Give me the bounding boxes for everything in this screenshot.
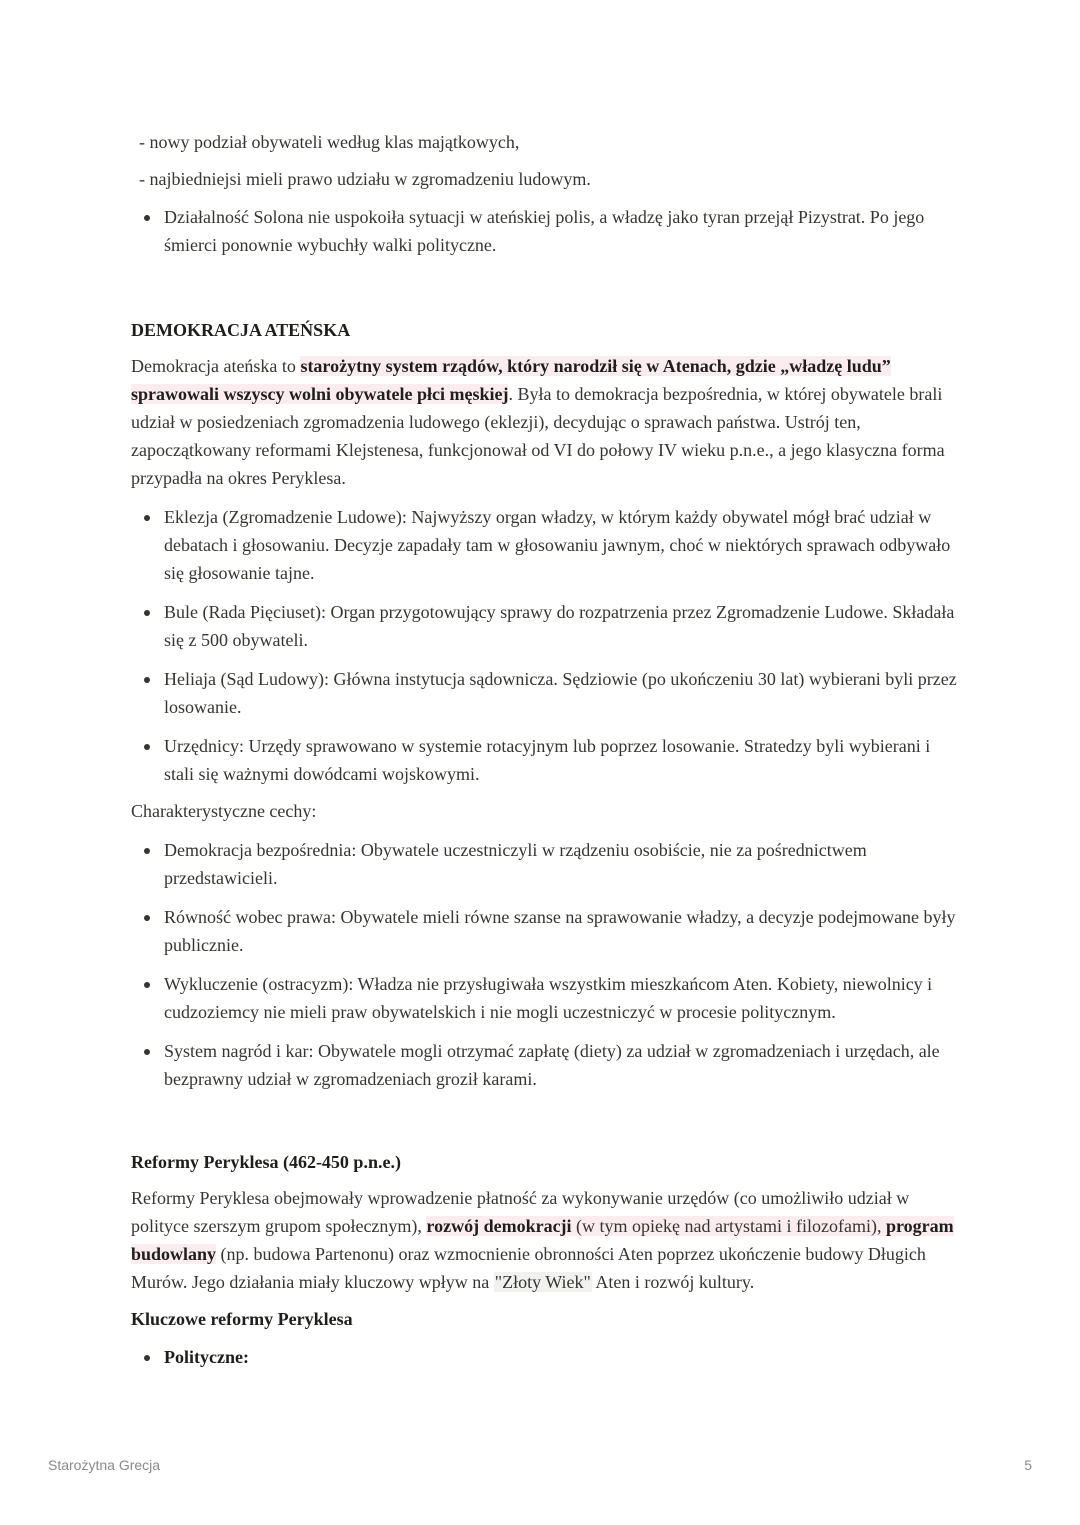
dash-line: - nowy podział obywateli według klas majątkowych, <box>139 132 520 152</box>
list-item: Bule (Rada Pięciuset): Organ przygotowujący sprawy do rozpatrzenia przez Zgromadzenie Ludowe. Składała się z 500 obywateli. <box>131 598 961 654</box>
text-run: (w tym opiekę nad artystami i filozofami), <box>571 1216 886 1236</box>
features-list <box>131 836 961 1093</box>
list-item: Równość wobec prawa: Obywatele mieli równe szanse na sprawowanie władzy, a decyzje podejmowane były publicznie. <box>131 903 961 959</box>
text-run: Reformy Peryklesa obejmowały wprowadzenie płatność za wykonywanie urzędów (co umożliwiło udział w polityce szerszym grupom społecznym), <box>131 1188 910 1236</box>
text-run: Demokracja ateńska to <box>131 356 301 376</box>
features-label: Charakterystyczne cechy: <box>131 801 317 821</box>
footer-page-number: 5 <box>1024 1457 1032 1473</box>
list-item: Wykluczenie (ostracyzm): Władza nie przysługiwała wszystkim mieszkańcom Aten. Kobiety, niewolnicy i cudzoziemcy nie mieli praw obywatelskich i nie mogli uczestniczyć w procesie politycznym. <box>131 970 961 1026</box>
list-item: Eklezja (Zgromadzenie Ludowe): Najwyższy organ władzy, w którym każdy obywatel mógł brać udział w debatach i głosowaniu. Decyzje zapadały tam w głosowaniu jawnym, choć w niektórych sprawach odbywało się głosowanie tajne. <box>131 503 961 587</box>
dash-line: - najbiedniejsi mieli prawo udziału w zgromadzeniu ludowym. <box>139 169 591 189</box>
section-heading-pericles: Reformy Peryklesa (462-450 p.n.e.) <box>131 1152 401 1172</box>
highlighted-definition: starożytny system rządów, który narodził się w Atenach, gdzie „władzę ludu” sprawowali wszyscy wolni obywatele płci męskiej <box>131 356 891 404</box>
bold-text: rozwój demokracji <box>426 1216 572 1236</box>
solon-bullet-list <box>131 203 961 259</box>
text-run: . Była to demokracja bezpośrednia, w której obywatele brali udział w posiedzeniach zgromadzenia ludowego (eklezji), decydując o sprawach państwa. Ustrój ten, zapoczątkowany reformami Klejstenesa, funkcjonował od VI do połowy IV wieku p.n.e., a jego klasyczna forma przypadła na okres Peryklesa. <box>131 384 945 488</box>
golden-age-highlight: "Złoty Wiek" <box>494 1272 591 1292</box>
section-heading-democracy: DEMOKRACJA ATEŃSKA <box>131 320 351 340</box>
text-run: Aten i rozwój kultury. <box>591 1272 755 1292</box>
list-item: Działalność Solona nie uspokoiła sytuacji w ateńskiej polis, a władzę jako tyran przejął Pizystrat. Po jego śmierci ponownie wybuchły walki polityczne. <box>131 203 961 259</box>
subheading-key-reforms: Kluczowe reformy Peryklesa <box>131 1309 353 1329</box>
bold-text: program budowlany <box>131 1216 954 1264</box>
institutions-list <box>131 503 961 788</box>
list-item: Urzędnicy: Urzędy sprawowano w systemie rotacyjnym lub poprzez losowanie. Stratedzy byli wybierani i stali się ważnymi dowódcami wojskowymi. <box>131 732 961 788</box>
footer-document-title: Starożytna Grecja <box>48 1457 161 1473</box>
bold-text: Polityczne: <box>164 1347 249 1367</box>
list-item: System nagród i kar: Obywatele mogli otrzymać zapłatę (diety) za udział w zgromadzeniach i urzędach, ale bezprawny udział w zgromadzeniach groził karami. <box>131 1037 961 1093</box>
democracy-intro-paragraph <box>131 352 961 492</box>
key-reforms-list <box>131 1343 961 1371</box>
document-page <box>131 128 961 1382</box>
text-run: (np. budowa Partenonu) oraz wzmocnienie obronności Aten poprzez ukończenie budowy Długich Murów. Jego działania miały kluczowy wpływ na <box>131 1244 926 1292</box>
list-item: Demokracja bezpośrednia: Obywatele uczestniczyli w rządzeniu osobiście, nie za pośrednictwem przedstawicieli. <box>131 836 961 892</box>
list-item: Heliaja (Sąd Ludowy): Główna instytucja sądownicza. Sędziowie (po ukończeniu 30 lat) wybierani byli przez losowanie. <box>131 665 961 721</box>
list-item <box>131 1343 961 1371</box>
pericles-paragraph <box>131 1184 961 1296</box>
